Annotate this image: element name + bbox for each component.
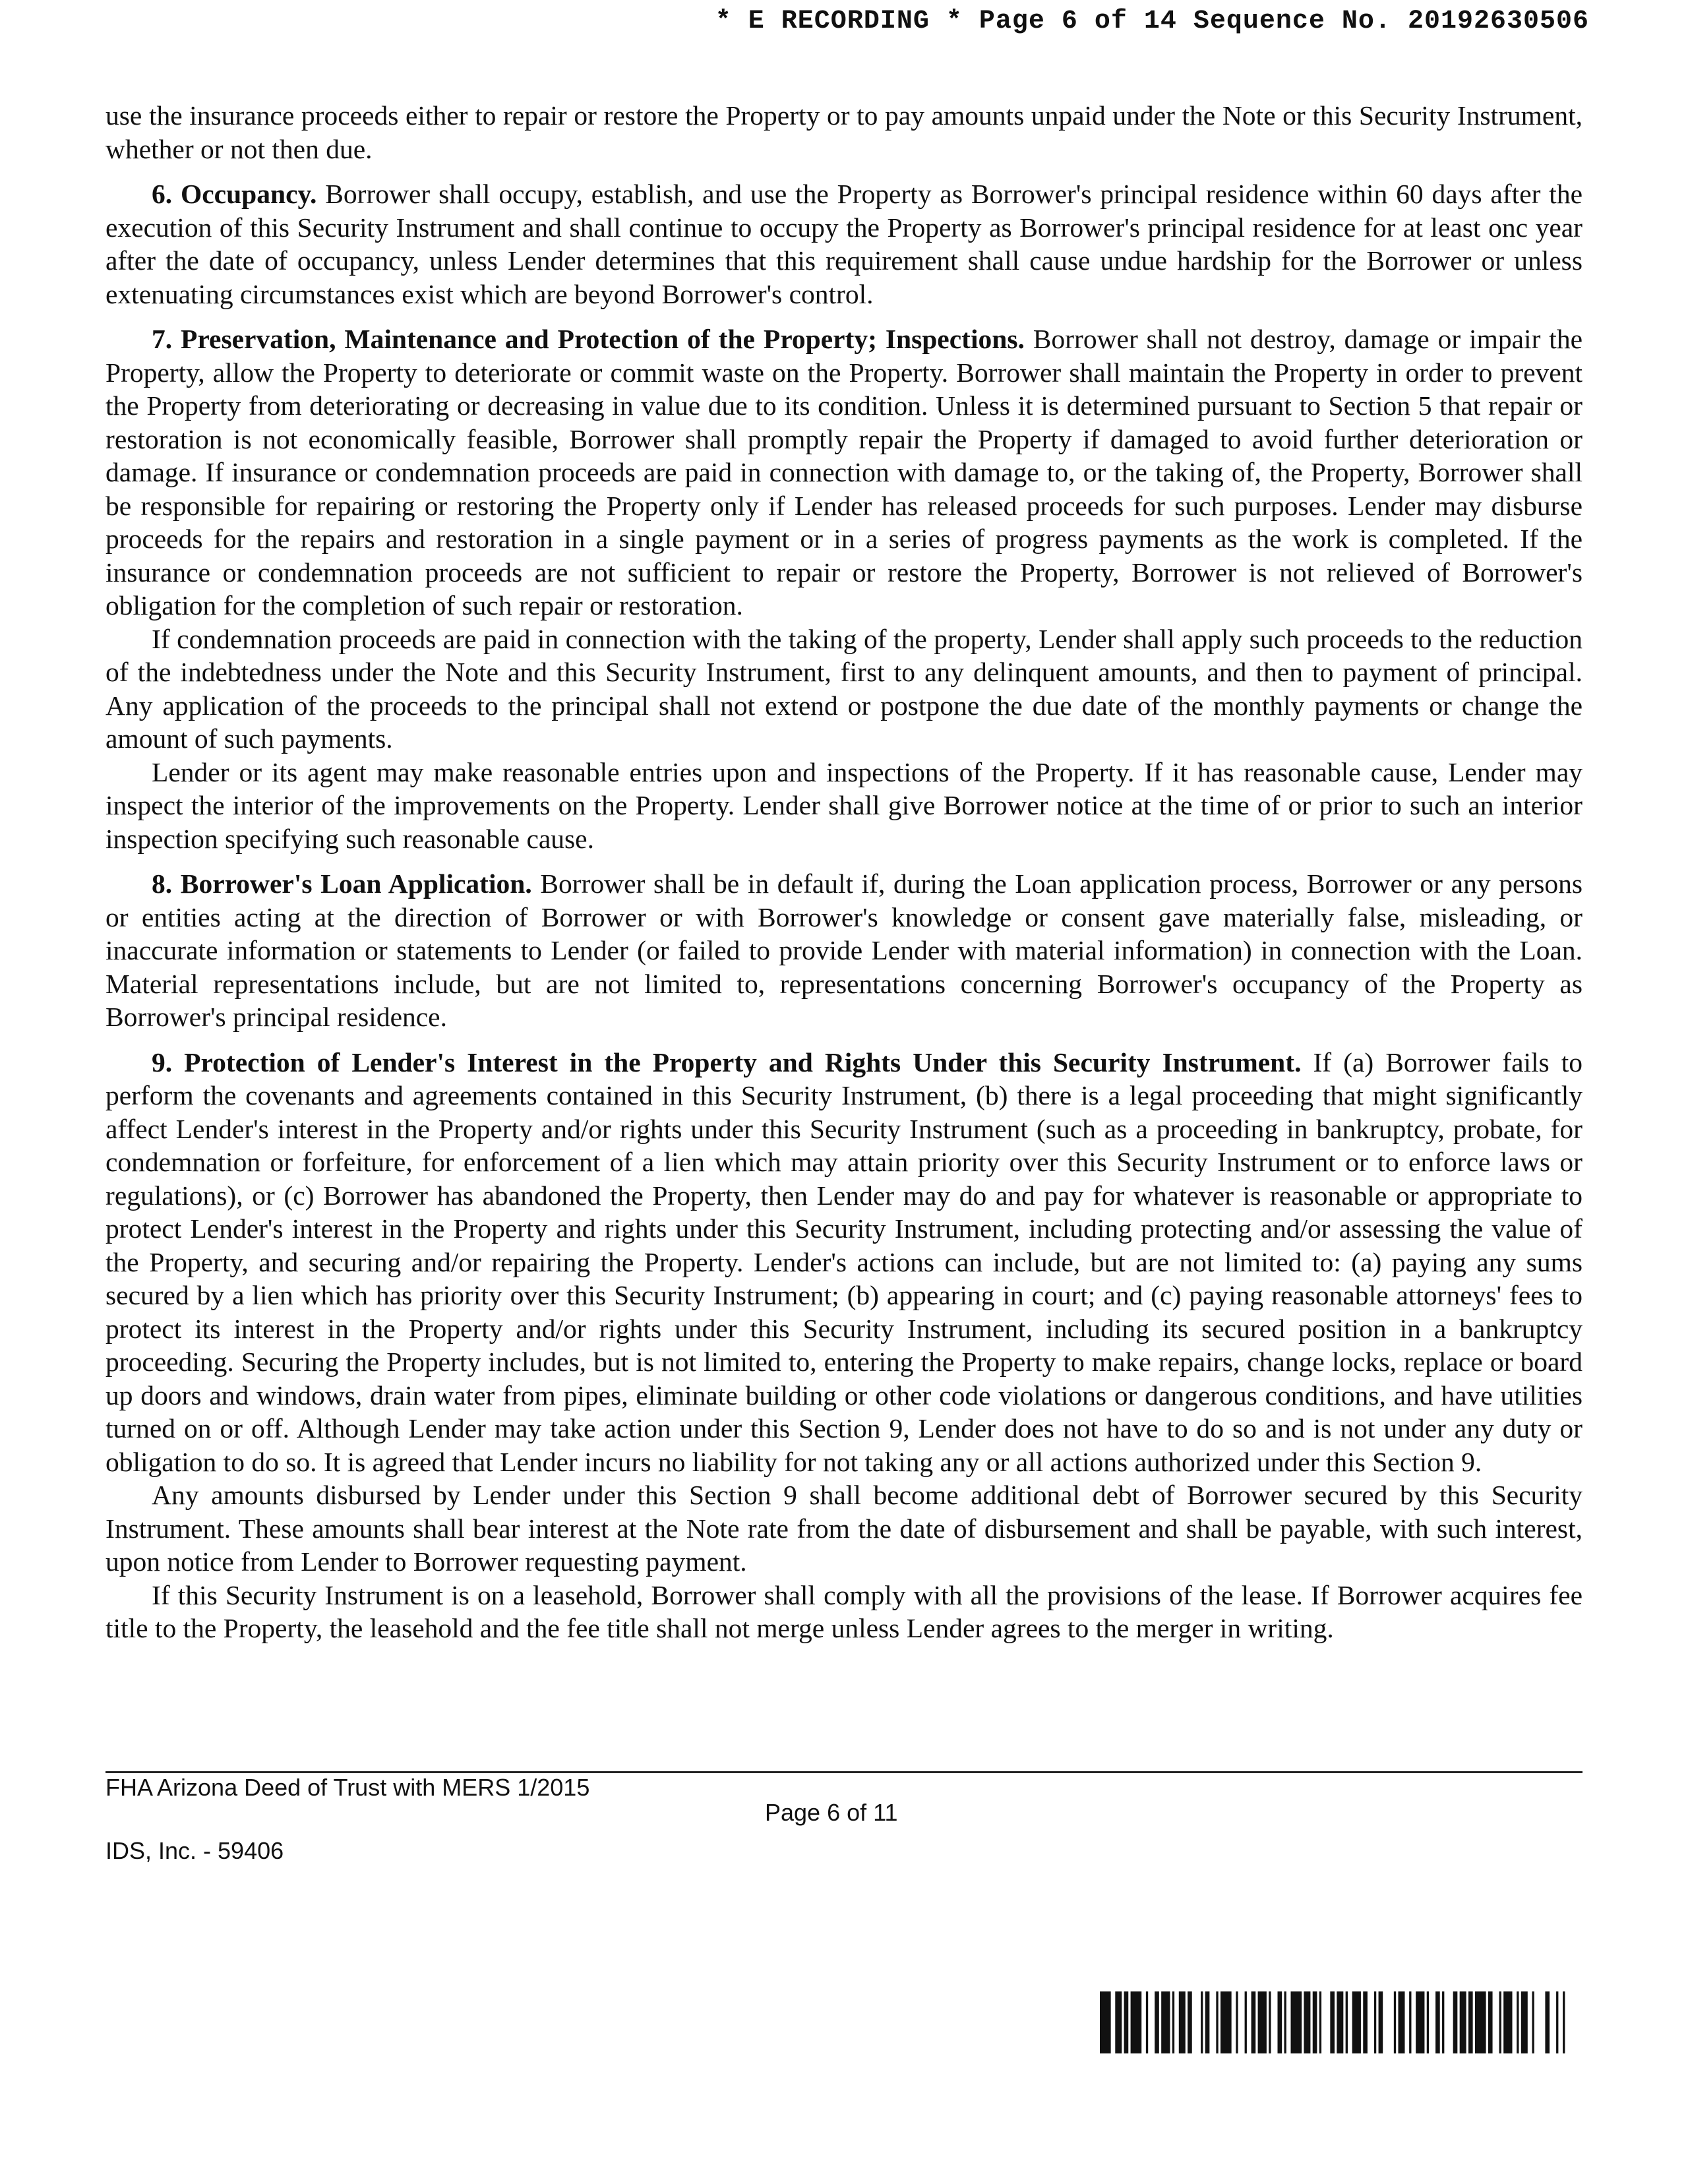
barcode-bar [1521, 1991, 1528, 2053]
barcode-bar [1453, 1991, 1458, 2053]
barcode-bar [1179, 1991, 1186, 2053]
barcode-bar [1313, 1991, 1317, 2053]
section-7-inspection-paragraph [106, 756, 1582, 856]
section-heading: 9. Protection of Lender's Interest in the Property and Rights Under this Security Instrument. [152, 1046, 1302, 1077]
barcode-bar [1374, 1991, 1376, 2053]
barcode-bar [1155, 1991, 1159, 2053]
recording-stamp: * E RECORDING * Page 6 of 14 Sequence No. 20192630506 [715, 7, 1589, 36]
barcode-bar [1556, 1991, 1558, 2053]
barcode-bar [1532, 1991, 1534, 2053]
barcode-bar [1221, 1991, 1232, 2053]
barcode-bar [1488, 1991, 1493, 2053]
paragraph-text: Borrower shall not destroy, damage or impair the Property, allow the Property to deteriorate or commit waste on the Property. Borrower shall maintain the Property in order to prevent the Property from deteriorating or decreasing in value due to its condition. Unless it is determined pursuant to Section 5 that repair or restoration is not economically feasible, Borrower shall promptly repair the Property if damaged to avoid further deterioration or damage. If insurance or condemnation proceeds are paid in connection with damage to, or the taking of, the Property, Borrower shall be responsible for repairing or restoring the Property only if Lender has released proceeds for such purposes. Lender may disburse proceeds for the repairs and restoration in a single payment or in a series of progress payments as the work is completed. If the insurance or condemnation proceeds are not sufficient to repair or restore the Property, Borrower is not relieved of Borrower's obligation for the completion of such repair or restoration. [106, 324, 1582, 621]
barcode-bar [1330, 1991, 1335, 2053]
barcode-bar [1205, 1991, 1210, 2053]
barcode-bar [1304, 1991, 1310, 2053]
barcode-bar [1460, 1991, 1466, 2053]
barcode-bar [1278, 1991, 1282, 2053]
paragraph-continuation [106, 99, 1582, 166]
barcode-bar [1236, 1991, 1238, 2053]
barcode-bar [1290, 1991, 1302, 2053]
barcode-bar [1475, 1991, 1486, 2053]
paragraph-text: use the insurance proceeds either to repair or restore the Property or to pay amounts unpaid under the Note or this Security Instrument, whether or not then due. [106, 100, 1582, 164]
barcode-bar [1394, 1991, 1396, 2053]
section-heading: 6. Occupancy. [152, 179, 317, 209]
paragraph-text: If (a) Borrower fails to perform the covenants and agreements contained in this Security Instrument, (b) there is a legal proceeding that might significantly affect Lender's interest in the Property and/or rights under this Security Instrument (such as a proceeding in bankruptcy, probate, for condemnation or forfeiture, for enforcement of a lien which may attain priority over this Security Instrument or to enforce laws or regulations), or (c) Borrower has abandoned the Property, then Lender may do and pay for whatever is reasonable or appropriate to protect Lender's interest in the Property and rights under this Security Instrument, including protecting and/or assessing the value of the Property, and securing and/or repairing the Property. Lender's actions can include, but are not limited to: (a) paying any sums secured by a lien which has priority over this Security Instrument; (b) appearing in court; and (c) paying reasonable attorneys' fees to protect its interest in the Property and/or rights under this Security Instrument, including its secured position in a bankruptcy proceeding. Securing the Property includes, but is not limited to, entering the Property to make repairs, change locks, replace or board up doors and windows, drain water from pipes, eliminate building or other code violations or dangerous conditions, and have utilities turned on or off. Although Lender may take action under this Section 9, Lender does not have to do so and is not under any duty or obligation to do so. It is agreed that Lender incurs no liability for not taking any or all actions authorized under this Section 9. [106, 1046, 1582, 1477]
barcode-bar [1379, 1991, 1383, 2053]
barcode-bar [1337, 1991, 1343, 2053]
paragraph-text: Borrower shall occupy, establish, and use the Property as Borrower's principal residence within 60 days after the execution of this Security Instrument and shall continue to occupy the Property as Borrower's principal residence for at least onc year after the date of occupancy, unless Lender determines that this requirement shall cause undue hardship for the Borrower or unless extenuating circumstances exist which are beyond Borrower's control. [106, 179, 1582, 309]
section-9-protection [106, 1046, 1582, 1479]
barcode-bar [1201, 1991, 1203, 2053]
barcode-bar [1216, 1991, 1218, 2053]
barcode-bar [1563, 1991, 1565, 2053]
barcode-bar [1352, 1991, 1361, 2053]
barcode-bar [1346, 1991, 1348, 2053]
barcode-bar [1269, 1991, 1271, 2053]
barcode-bar [1188, 1991, 1192, 2053]
barcode-bar [1363, 1991, 1368, 2053]
section-heading: 7. Preservation, Maintenance and Protection of the Property; Inspections. [152, 324, 1025, 354]
section-6-occupancy [106, 177, 1582, 311]
paragraph-text: Borrower shall be in default if, during the Loan application process, Borrower or any persons or entities acting at the direction of Borrower or with Borrower's knowledge or consent gave materially false, misleading, or inaccurate information or statements to Lender (or failed to provide Lender with material information) in connection with the Loan. Material representations include, but are not limited to, representations concerning Borrower's occupancy of the Property as Borrower's principal residence. [106, 868, 1582, 1032]
barcode-bar [1124, 1991, 1129, 2053]
footer-page-number: Page 6 of 11 [765, 1799, 898, 1826]
barcode-bar [1517, 1991, 1519, 2053]
section-9-leasehold-paragraph [106, 1579, 1582, 1645]
section-7-preservation [106, 322, 1582, 622]
barcode-bar [1399, 1991, 1405, 2053]
barcode-bar [1427, 1991, 1429, 2053]
barcode-bar [1100, 1991, 1111, 2053]
barcode-bar [1416, 1991, 1424, 2053]
barcode-bar [1161, 1991, 1170, 2053]
barcode-bar [1284, 1991, 1286, 2053]
footer-divider [106, 1771, 1582, 1773]
section-heading: 8. Borrower's Loan Application. [152, 868, 532, 899]
barcode-bar [1442, 1991, 1444, 2053]
barcode-bar [1245, 1991, 1247, 2053]
paragraph-text: Lender or its agent may make reasonable entries upon and inspections of the Property. If it has reasonable cause, Lender may inspect the interior of the improvements on the Property. Lender shall give Borrower notice at the time of or prior to such an interior inspection specifying such reasonable cause. [106, 756, 1582, 854]
footer-form-name: FHA Arizona Deed of Trust with MERS 1/2015 [106, 1774, 590, 1801]
footer-vendor: IDS, Inc. - 59406 [106, 1837, 284, 1864]
barcode-bar [1319, 1991, 1321, 2053]
paragraph-text: If this Security Instrument is on a leasehold, Borrower shall comply with all the provisions of the lease. If Borrower acquires fee title to the Property, the leasehold and the fee title shall not merge unless Lender agrees to the merger in writing. [106, 1579, 1582, 1643]
barcode-bar [1435, 1991, 1440, 2053]
barcode-bar [1503, 1991, 1512, 2053]
document-body [106, 99, 1582, 1645]
barcode-bar [1251, 1991, 1256, 2053]
section-9-disbursed-amounts-paragraph [106, 1478, 1582, 1579]
section-7-condemnation-paragraph [106, 622, 1582, 756]
barcode-bar [1172, 1991, 1174, 2053]
barcode [1100, 1991, 1576, 2053]
barcode-bar [1131, 1991, 1142, 2053]
barcode-bar [1258, 1991, 1267, 2053]
barcode-bar [1115, 1991, 1122, 2053]
barcode-bar [1409, 1991, 1411, 2053]
paragraph-text: Any amounts disbursed by Lender under this Section 9 shall become additional debt of Borrower secured by this Security Instrument. These amounts shall bear interest at the Note rate from the date of disbursement and shall be payable, with such interest, upon notice from Lender to Borrower requesting payment. [106, 1480, 1582, 1577]
section-8-loan-application [106, 867, 1582, 1034]
barcode-bar [1499, 1991, 1501, 2053]
barcode-bar [1468, 1991, 1473, 2053]
paragraph-text: If condemnation proceeds are paid in connection with the taking of the property, Lender shall apply such proceeds to the reduction of the indebtedness under the Note and this Security Instrument, first to any delinquent amounts, and then to payment of principal. Any application of the proceeds to the principal shall not extend or postpone the due date of the monthly payments or change the amount of such payments. [106, 623, 1582, 754]
barcode-bar [1146, 1991, 1148, 2053]
barcode-bar [1545, 1991, 1550, 2053]
